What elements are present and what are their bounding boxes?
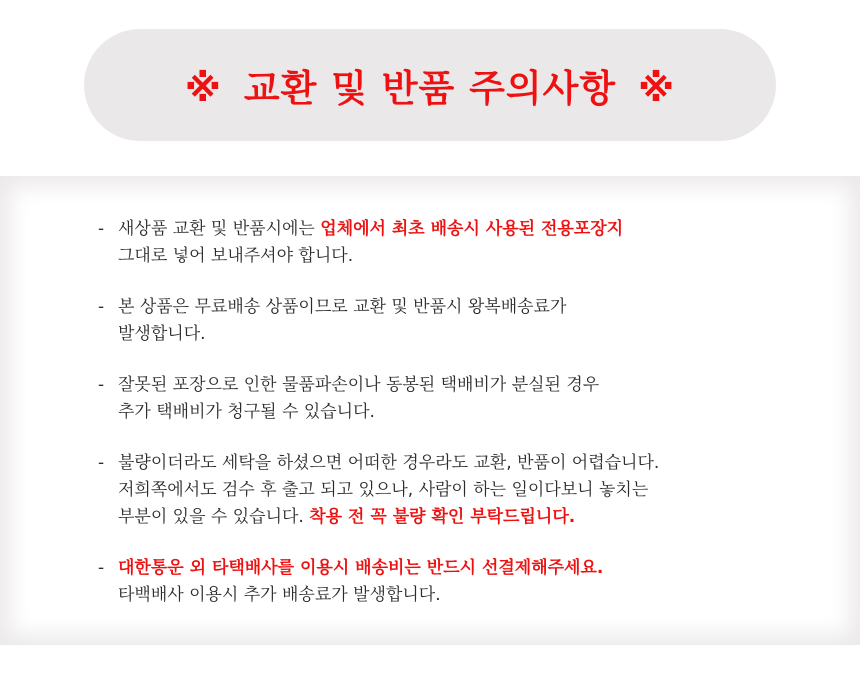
- bullet-dash: -: [98, 297, 105, 317]
- notice-item-damage: [98, 372, 818, 426]
- page-title: [163, 58, 697, 112]
- notice-highlight: 착용 전 꼭 불량 확인 부탁드립니다.: [309, 507, 576, 527]
- title-label: 교환 및 반품 주의사항: [243, 67, 617, 110]
- title-banner: [84, 29, 776, 141]
- notice-line: [118, 216, 818, 243]
- reference-mark-right: ※: [638, 67, 676, 110]
- notice-line: 불량이더라도 세탁을 하셨으면 어떠한 경우라도 교환, 반품이 어렵습니다.: [118, 453, 660, 473]
- bullet-dash: -: [98, 375, 105, 395]
- notice-highlight: 대한통운 외 타택배사를 이용시 배송비는 반드시 선결제해주세요.: [118, 558, 604, 578]
- notice-line: [118, 504, 818, 531]
- notice-list: [98, 216, 818, 633]
- notice-line: 그대로 넣어 보내주셔야 합니다.: [118, 246, 354, 266]
- notice-highlight: 업체에서 최초 배송시 사용된 전용포장지: [320, 219, 624, 239]
- notice-line: 발생합니다.: [118, 324, 206, 344]
- notice-line: 타백배사 이용시 추가 배송료가 발생합니다.: [118, 585, 441, 605]
- notice-line: 저희쪽에서도 검수 후 출고 되고 있으나, 사람이 하는 일이다보니 놓치는: [118, 480, 649, 500]
- bullet-dash: -: [98, 453, 105, 473]
- notice-text: 새상품 교환 및 반품시에는: [118, 219, 321, 239]
- bullet-dash: -: [98, 558, 105, 578]
- bullet-dash: -: [98, 219, 105, 239]
- notice-line: 추가 택배비가 청구될 수 있습니다.: [118, 402, 375, 422]
- notice-item-packaging: [98, 216, 818, 270]
- notice-panel: [0, 176, 860, 645]
- notice-item-defect: [98, 450, 818, 531]
- notice-text: 부분이 있을 수 있습니다.: [118, 507, 310, 527]
- notice-line: 잘못된 포장으로 인한 물품파손이나 동봉된 택배비가 분실된 경우: [118, 375, 600, 395]
- notice-line: 본 상품은 무료배송 상품이므로 교환 및 반품시 왕복배송료가: [118, 297, 567, 317]
- reference-mark-left: ※: [184, 67, 222, 110]
- notice-item-courier: [98, 555, 818, 609]
- notice-item-free-shipping: [98, 294, 818, 348]
